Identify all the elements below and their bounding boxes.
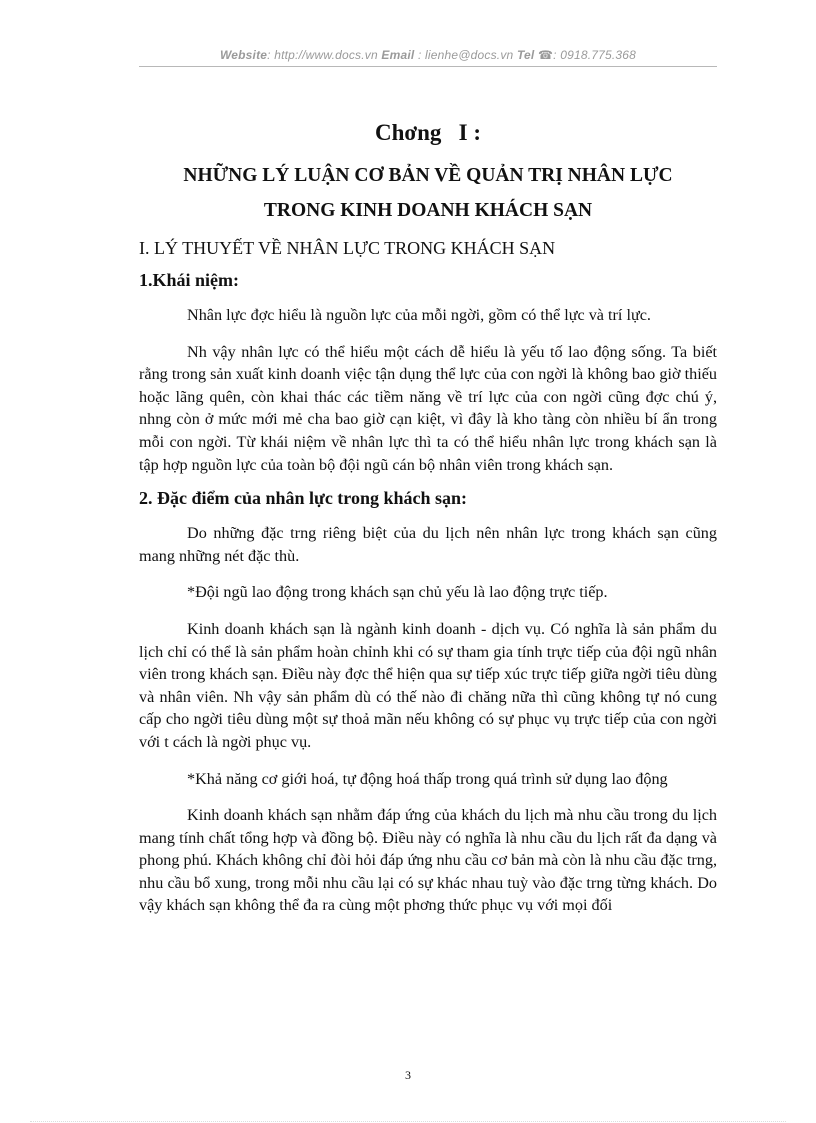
chapter-title [139,116,717,150]
main-title-line-1: NHỮNG LÝ LUẬN CƠ BẢN VỀ QUẢN TRỊ NHÂN LỰC [183,165,673,186]
section-heading: I. LÝ THUYẾT VỀ NHÂN LỰC TRONG KHÁCH SẠN [139,238,556,258]
paragraph-characteristics-3: Kinh doanh khách sạn là ngành kinh doanh - dịch vụ. Có nghĩa là sản phẩm du lịch chỉ có thể là sản phẩm hoàn chỉnh khi có sự tham gia tính trực tiếp của đội ngũ nhân viên trong khách sạn. Điều này đợc thể hiện qua sự tiếp xúc trực tiếp giữa ngời tiêu dùng và nhân viên. Nh vậy sản phẩm dù có thế nào đi chăng nữa thì cũng không tự nó cung cấp cho ngời tiêu dùng một sự thoả mãn nếu không có sự phục vụ trực tiếp của con ngời với t cách là ngời phục vụ. [139,619,717,751]
paragraph-concept-1: Nhân lực đợc hiểu là nguồn lực của mỗi ngời, gồm có thể lực và trí lực. [187,306,651,324]
website-value: : http://www.docs.vn [267,48,378,62]
document-body [139,108,717,917]
website-label: Website [219,48,268,62]
paragraph-characteristics-2: *Đội ngũ lao động trong khách sạn chủ yếu là lao động trực tiếp. [187,583,608,602]
paragraph-characteristics-5: Kinh doanh khách sạn nhằm đáp ứng của khách du lịch mà nhu cầu trong du lịch mang tính chất tổng hợp và đồng bộ. Điều này có nghĩa là nhu cầu du lịch rất đa dạng và phong phú. Khách không chỉ đòi hỏi đáp ứng nhu cầu cơ bản mà còn là nhu cầu đặc trng, nhu cầu bổ xung, trong mỗi nhu cầu lại có sự khác nhau tuỳ vào đặc trng từng khách. Do vậy khách sạn không thể đa ra cùng một phơng thức phục vụ với mọi đối [139,806,717,915]
tel-label: Tel [516,48,535,62]
chapter-prefix: Chơng [374,120,442,145]
page-header [139,48,717,62]
paragraph-characteristics-4: *Khả năng cơ giới hoá, tự động hoá thấp trong quá trình sử dụng lao động [187,769,668,788]
subsection-heading-concept: 1.Khái niệm: [139,270,240,290]
main-title-line-2: TRONG KINH DOANH KHÁCH SẠN [263,200,593,221]
email-value: : lienhe@docs.vn [417,48,514,62]
email-label: Email [381,48,415,62]
chapter-number: I : [458,120,482,145]
subsection-heading-characteristics: 2. Đặc điểm của nhân lực trong khách sạn: [139,488,468,509]
header-divider [139,66,717,67]
paragraph-characteristics-1: Do những đặc trng riêng biệt của du lịch nên nhân lực trong khách sạn cũng mang những nét đặc thù. [139,524,717,565]
page-number: 3 [405,1068,411,1082]
tel-value: ☎: 0918.775.368 [538,48,637,62]
footer-divider [30,1121,786,1122]
paragraph-concept-2: Nh vậy nhân lực có thể hiểu một cách dễ hiểu là yếu tố lao động sống. Ta biết rằng trong sản xuất kinh doanh việc tận dụng thể lực của con ngời là không bao giờ thiếu hoặc lãng quên, còn khai thác các tiềm năng về trí lực của con ngời cũng đợc chú ý, nhng còn ở mức mới mẻ cha bao giờ cạn kiệt, vì đây là kho tàng còn nhiều bí ẩn trong mỗi con ngời. Từ khái niệm về nhân lực thì ta có thể hiểu nhân lực trong khách sạn là tập hợp nguồn lực của toàn bộ đội ngũ cán bộ nhân viên trong khách sạn. [139,342,717,474]
